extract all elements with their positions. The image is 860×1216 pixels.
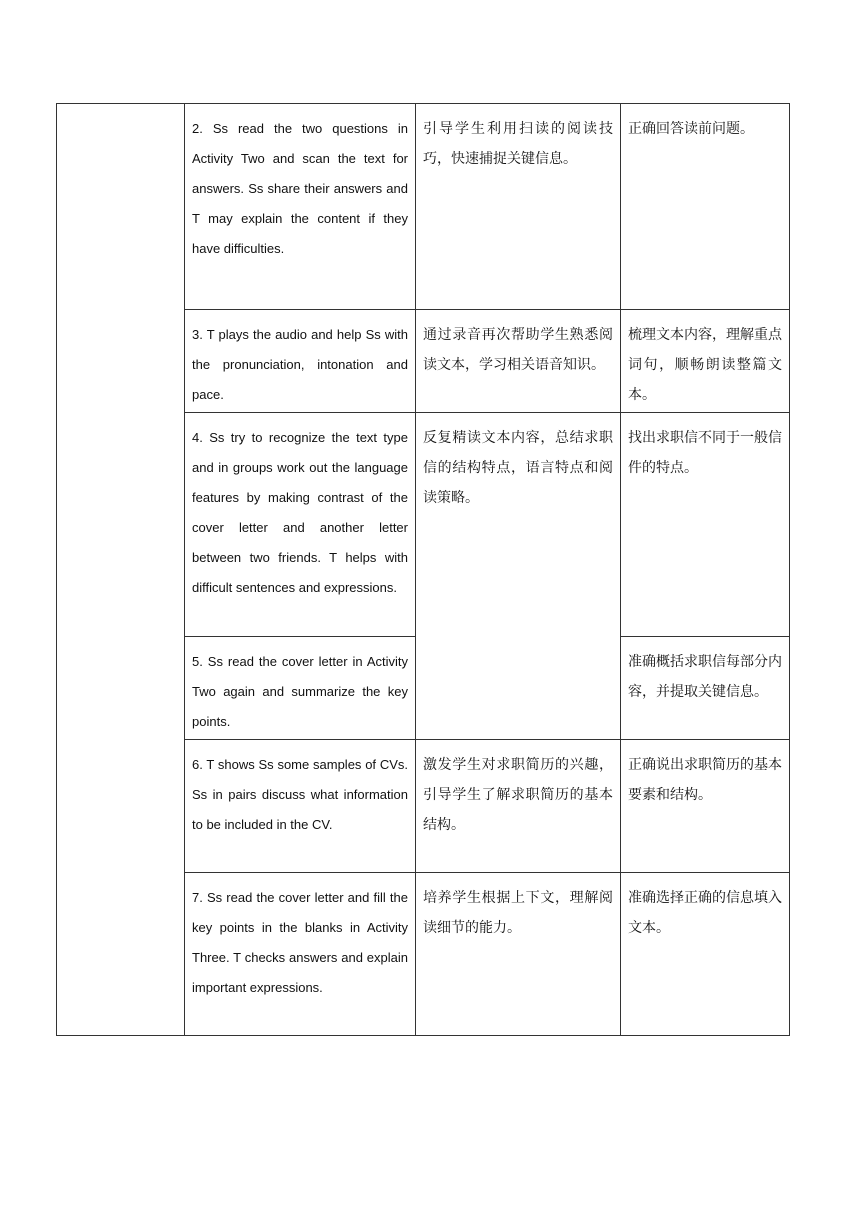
activity-cell: 3. T plays the audio and help Ss with the pronunciation, intonation and pace.: [185, 310, 416, 413]
effect-cell: 正确回答读前问题。: [621, 104, 790, 310]
activity-cell: 2. Ss read the two questions in Activity Two and scan the text for answers. Ss share their answers and T may explain the content if they have difficulties.: [185, 104, 416, 310]
effect-cell: 找出求职信不同于一般信件的特点。: [621, 413, 790, 637]
activity-cell: 7. Ss read the cover letter and fill the key points in the blanks in Activity Three. T checks answers and explain important expressions.: [185, 873, 416, 1036]
activity-cell: 4. Ss try to recognize the text type and in groups work out the language features by making contrast of the cover letter and another letter between two friends. T helps with difficult sentences and expressions.: [185, 413, 416, 637]
purpose-cell: 引导学生利用扫读的阅读技巧，快速捕捉关键信息。: [416, 104, 621, 310]
effect-cell: 正确说出求职简历的基本要素和结构。: [621, 740, 790, 873]
lesson-plan-table: [56, 103, 790, 1036]
activity-cell: 6. T shows Ss some samples of CVs. Ss in pairs discuss what information to be included in the CV.: [185, 740, 416, 873]
purpose-cell: 通过录音再次帮助学生熟悉阅读文本，学习相关语音知识。: [416, 310, 621, 413]
stage-column-cell: [57, 104, 185, 1036]
purpose-cell: 培养学生根据上下文，理解阅读细节的能力。: [416, 873, 621, 1036]
table-row: [57, 104, 790, 310]
effect-cell: 梳理文本内容，理解重点词句，顺畅朗读整篇文本。: [621, 310, 790, 413]
effect-cell: 准确选择正确的信息填入文本。: [621, 873, 790, 1036]
effect-cell: 准确概括求职信每部分内容，并提取关键信息。: [621, 637, 790, 740]
activity-cell: 5. Ss read the cover letter in Activity Two again and summarize the key points.: [185, 637, 416, 740]
purpose-cell: 反复精读文本内容，总结求职信的结构特点，语言特点和阅读策略。: [416, 413, 621, 740]
purpose-cell: 激发学生对求职简历的兴趣，引导学生了解求职简历的基本结构。: [416, 740, 621, 873]
